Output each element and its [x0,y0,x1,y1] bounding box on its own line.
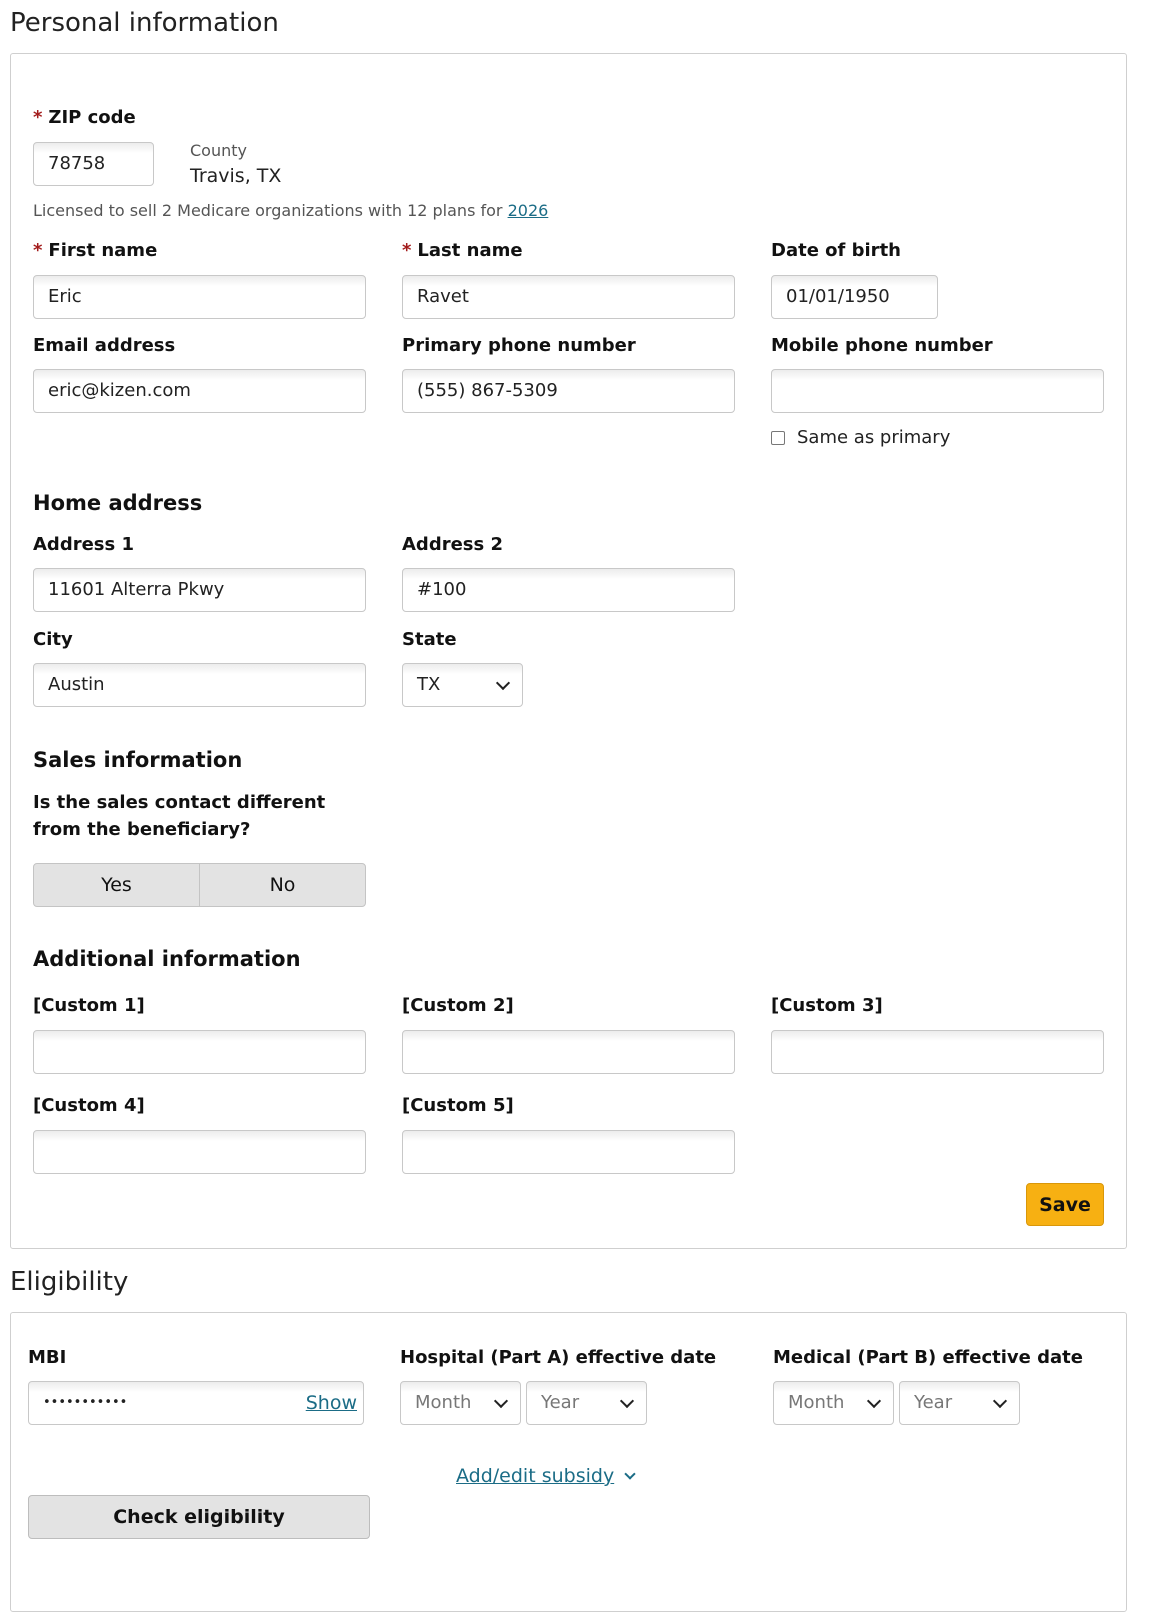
state-select[interactable]: TX [402,663,523,707]
mobile-phone-input[interactable] [771,369,1104,413]
home-address-heading: Home address [33,491,203,515]
custom5-input[interactable] [402,1130,735,1174]
address1-input[interactable]: 11601 Alterra Pkwy [33,568,366,612]
chevron-down-icon [496,675,510,689]
same-as-primary[interactable]: Same as primary [771,427,950,448]
custom4-label: [Custom 4] [33,1095,145,1116]
primary-phone-input[interactable]: (555) 867-5309 [402,369,735,413]
dob-input[interactable]: 01/01/1950 [771,275,938,319]
mobile-phone-label: Mobile phone number [771,335,993,356]
county-label: County [190,141,247,160]
state-label: State [402,629,457,650]
custom3-label: [Custom 3] [771,995,883,1016]
dob-label: Date of birth [771,240,901,261]
show-mbi-link[interactable]: Show [305,1392,357,1414]
sales-question-line1: Is the sales contact different [33,792,326,813]
custom1-label: [Custom 1] [33,995,145,1016]
part-b-year-select[interactable]: Year [899,1381,1020,1425]
part-a-month-select[interactable]: Month [400,1381,521,1425]
mbi-input[interactable]: ••••••••••• Show [28,1381,364,1425]
license-year-link[interactable]: 2026 [507,201,549,220]
primary-phone-label: Primary phone number [402,335,636,356]
same-as-primary-checkbox[interactable] [771,431,785,445]
custom3-input[interactable] [771,1030,1104,1074]
additional-heading: Additional information [33,947,301,971]
yes-button[interactable]: Yes [33,863,200,907]
zip-label: * ZIP code [33,107,136,128]
custom2-label: [Custom 2] [402,995,514,1016]
last-name-label: * Last name [402,240,523,261]
custom5-label: [Custom 5] [402,1095,514,1116]
county-value: Travis, TX [190,165,282,187]
add-edit-subsidy-link[interactable]: Add/edit subsidy [456,1465,634,1487]
last-name-input[interactable]: Ravet [402,275,735,319]
address2-label: Address 2 [402,534,504,555]
email-input[interactable]: eric@kizen.com [33,369,366,413]
chevron-down-icon [625,1468,636,1479]
email-label: Email address [33,335,176,356]
part-a-label: Hospital (Part A) effective date [400,1347,717,1368]
city-input[interactable]: Austin [33,663,366,707]
address2-input[interactable]: #100 [402,568,735,612]
sales-heading: Sales information [33,748,243,772]
first-name-input[interactable]: Eric [33,275,366,319]
eligibility-title: Eligibility [10,1267,129,1297]
address1-label: Address 1 [33,534,135,555]
chevron-down-icon [494,1393,508,1407]
chevron-down-icon [993,1393,1007,1407]
city-label: City [33,629,73,650]
custom2-input[interactable] [402,1030,735,1074]
chevron-down-icon [620,1393,634,1407]
part-b-label: Medical (Part B) effective date [773,1347,1083,1368]
part-b-month-select[interactable]: Month [773,1381,894,1425]
chevron-down-icon [867,1393,881,1407]
sales-question-line2: from the beneficiary? [33,819,251,840]
custom1-input[interactable] [33,1030,366,1074]
mbi-label: MBI [28,1347,67,1368]
part-a-year-select[interactable]: Year [526,1381,647,1425]
zip-input[interactable]: 78758 [33,142,154,186]
license-text: Licensed to sell 2 Medicare organizations with 12 plans for 2026 [33,201,549,220]
check-eligibility-button[interactable]: Check eligibility [28,1495,370,1539]
personal-info-title: Personal information [10,8,279,38]
save-button[interactable]: Save [1026,1183,1104,1226]
custom4-input[interactable] [33,1130,366,1174]
first-name-label: * First name [33,240,158,261]
no-button[interactable]: No [199,863,366,907]
